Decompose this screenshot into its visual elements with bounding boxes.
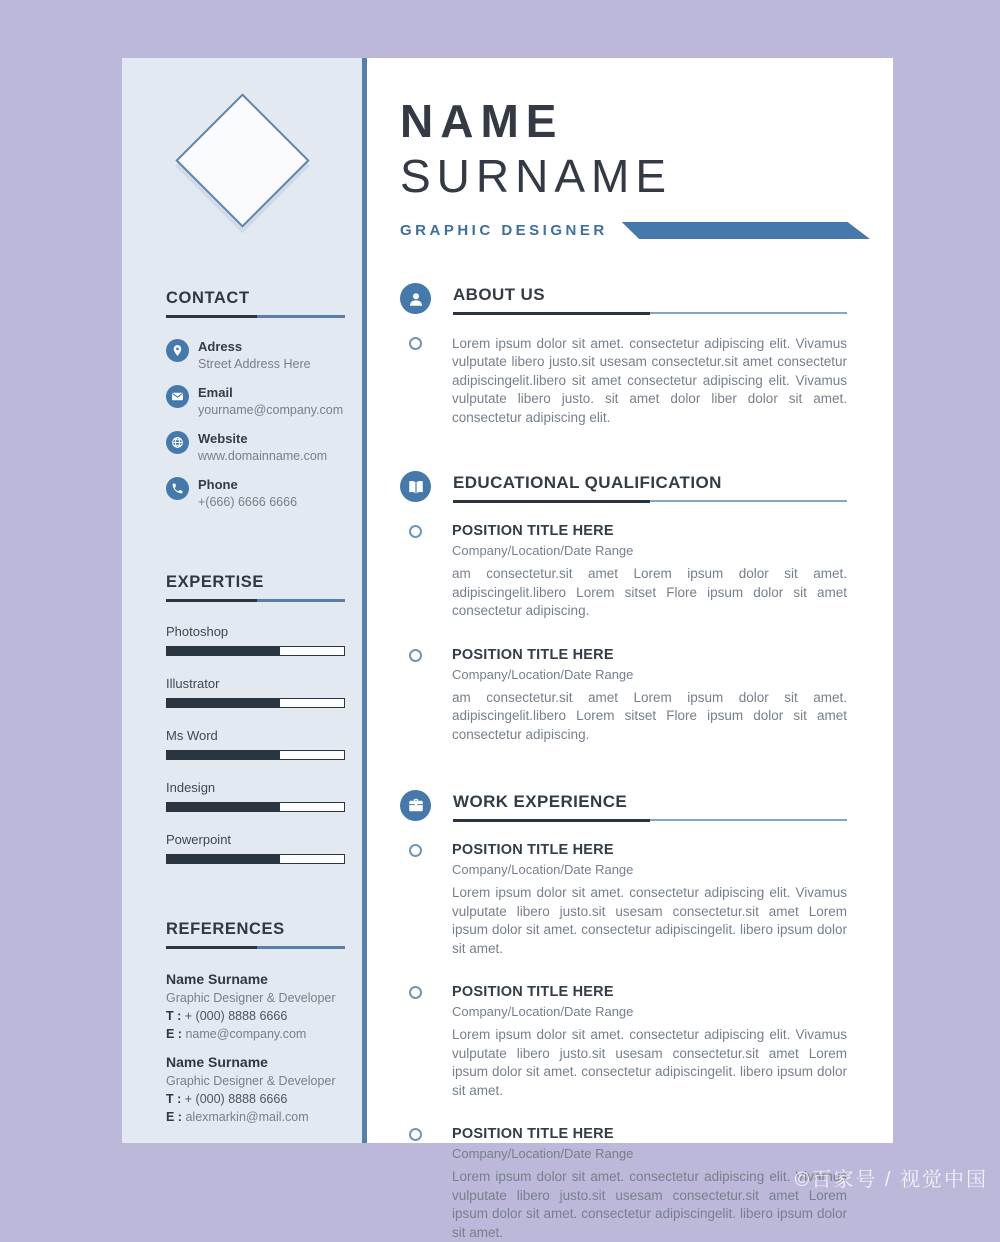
contact-underline [166, 315, 345, 318]
envelope-icon [166, 385, 189, 408]
education-underline [453, 500, 847, 503]
reference-entry: Name Surname Graphic Designer & Developer T : + (000) 8888 6666 E : name@company.com [166, 971, 345, 1041]
watermark: ©百家号 / 视觉中国 [794, 1169, 988, 1191]
skill-illustrator: Illustrator [166, 676, 345, 708]
diamond-logo [175, 93, 309, 227]
education-entry: POSITION TITLE HERE Company/Location/Date Range am consectetur.sit amet Lorem ipsum dolor sit amet. adipiscingelit.libero Lorem sitset Flore ipsum dolor sit amet consectetur adipiscing. [400, 523, 847, 620]
experience-title: WORK EXPERIENCE [453, 792, 628, 812]
sidebar [122, 58, 362, 1143]
contact-item-email [166, 385, 345, 417]
skill-indesign: Indesign [166, 780, 345, 812]
experience-entry: POSITION TITLE HERE Company/Location/Date Range Lorem ipsum dolor sit amet. consectetur adipiscing elit. Vivamus vulputate libero justo.sit usesam consectetur.sit amet Lorem ipsum dolor sit amet. consectetur adipiscingelit. libero ipsum dolor sit amet. [400, 842, 847, 958]
about-title: ABOUT US [453, 285, 545, 304]
skill-powerpoint: Powerpoint [166, 832, 345, 864]
book-icon [400, 471, 431, 502]
bullet-icon [409, 649, 422, 662]
location-pin-icon [166, 339, 189, 362]
reference-phone: T : + (000) 8888 6666 [166, 1092, 288, 1106]
job-title: GRAPHIC DESIGNER [400, 222, 608, 239]
skill-msword: Ms Word [166, 728, 345, 760]
contact-value: www.domainname.com [198, 449, 328, 463]
experience-underline [453, 819, 847, 822]
contact-label: Email [198, 385, 233, 400]
skill-photoshop: Photoshop [166, 624, 345, 656]
experience-entry: POSITION TITLE HERE Company/Location/Date Range Lorem ipsum dolor sit amet. consectetur adipiscing elit. Vivamus vulputate libero justo.sit usesam consectetur.sit amet Lorem ipsum dolor sit amet. consectetur adipiscingelit. libero ipsum dolor sit amet. [400, 984, 847, 1100]
bullet-icon [409, 337, 422, 350]
education-entry: POSITION TITLE HERE Company/Location/Date Range am consectetur.sit amet Lorem ipsum dolor sit amet. adipiscingelit.libero Lorem sitset Flore ipsum dolor sit amet consectetur adipiscing. [400, 647, 847, 744]
contact-label: Adress [198, 339, 243, 354]
bullet-icon [409, 844, 422, 857]
education-title: EDUCATIONAL QUALIFICATION [453, 473, 722, 493]
bullet-icon [409, 525, 422, 538]
expertise-heading: EXPERTISE [166, 573, 265, 591]
header [400, 95, 847, 239]
references-heading: REFERENCES [166, 920, 285, 938]
globe-icon [166, 431, 189, 454]
contact-value: Street Address Here [198, 357, 311, 371]
last-name: SURNAME [400, 150, 673, 202]
reference-email: E : name@company.com [166, 1027, 307, 1041]
bullet-icon [409, 1128, 422, 1141]
references-section [166, 920, 345, 1124]
experience-section [400, 790, 847, 1242]
first-name: NAME [400, 95, 564, 147]
contact-heading: CONTACT [166, 289, 250, 307]
accent-banner [622, 222, 870, 239]
reference-email: E : alexmarkin@mail.com [166, 1110, 309, 1124]
briefcase-icon [400, 790, 431, 821]
expertise-underline [166, 599, 345, 602]
contact-label: Phone [198, 477, 238, 492]
experience-entry: POSITION TITLE HERE Company/Location/Date Range Lorem ipsum dolor sit amet. consectetur adipiscing elit. Vivamus vulputate libero justo.sit usesam consectetur.sit amet Lorem ipsum dolor sit amet. consectetur adipiscingelit. libero ipsum dolor sit amet. [400, 1126, 847, 1242]
about-entry [400, 335, 847, 427]
contact-label: Website [198, 431, 248, 446]
bullet-icon [409, 986, 422, 999]
contact-item-phone [166, 477, 345, 509]
contact-value: yourname@company.com [198, 403, 344, 417]
contact-item-website [166, 431, 345, 463]
skill-bar [166, 802, 345, 812]
skill-bar [166, 750, 345, 760]
skill-bar [166, 646, 345, 656]
reference-phone: T : + (000) 8888 6666 [166, 1009, 288, 1023]
reference-entry: Name Surname Graphic Designer & Developer T : + (000) 8888 6666 E : alexmarkin@mail.com [166, 1054, 345, 1124]
about-underline [453, 312, 847, 315]
skill-bar [166, 854, 345, 864]
phone-icon [166, 477, 189, 500]
contact-value: +(666) 6666 6666 [198, 495, 298, 509]
contact-section [166, 289, 345, 509]
person-icon [400, 283, 431, 314]
contact-item-address [166, 339, 345, 371]
references-underline [166, 946, 345, 949]
expertise-section [166, 573, 345, 864]
about-section [400, 283, 847, 427]
education-section [400, 471, 847, 744]
skill-bar [166, 698, 345, 708]
about-text: Lorem ipsum dolor sit amet. consectetur adipiscing elit. Vivamus vulputate libero justo.sit usesam consectetur.sit amet consectetur adipiscingelit.libero sit amet consectetur adipiscing elit. Vivamus vulputate libero justo. sit amet dolor liber dolor sit amet. consectetur adipiscing elit. [452, 336, 847, 425]
